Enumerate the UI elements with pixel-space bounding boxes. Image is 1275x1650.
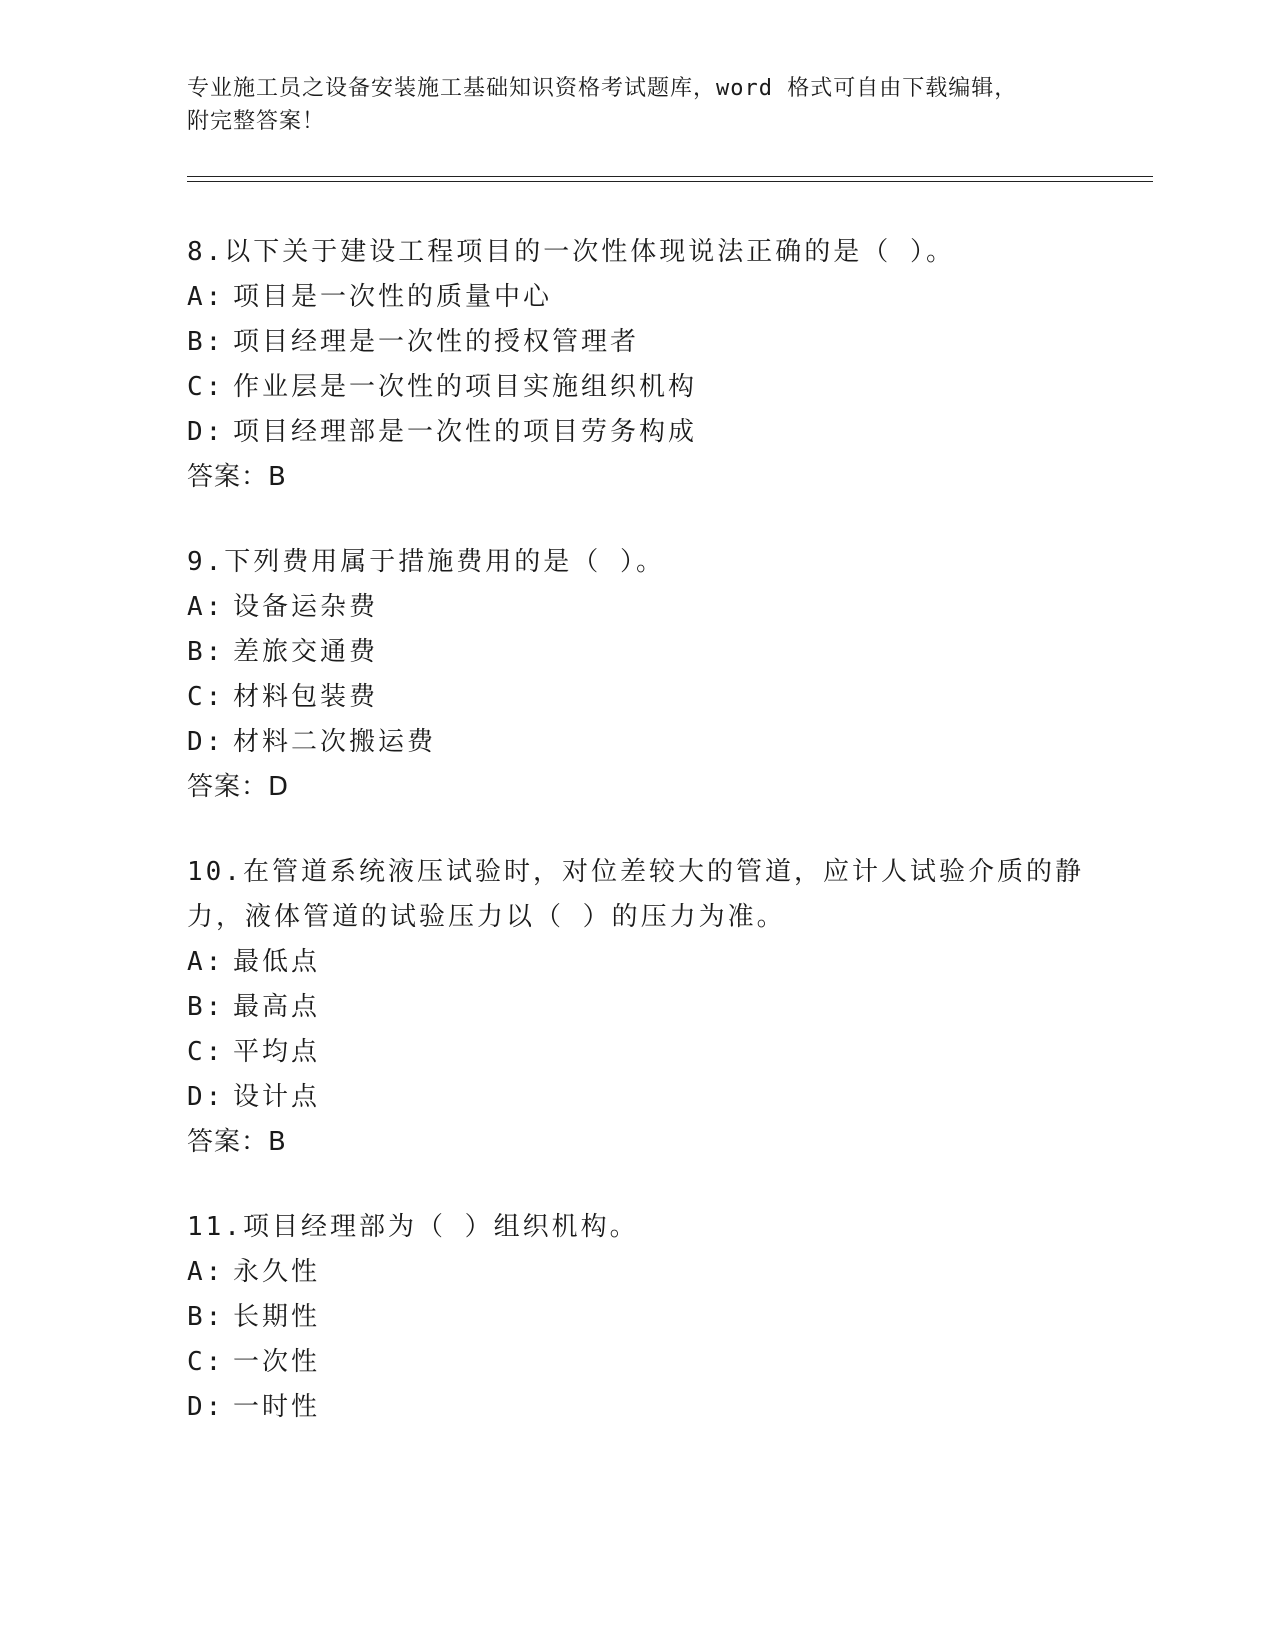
option-a — [187, 1250, 1087, 1295]
answer: 答案：D — [187, 772, 290, 802]
question-9 — [187, 540, 1087, 810]
option-key: B: — [187, 1302, 225, 1332]
option-key: B: — [187, 327, 225, 357]
option-text: 作业层是一次性的项目实施组织机构 — [233, 372, 698, 402]
option-key: B: — [187, 992, 225, 1022]
option-key: C: — [187, 372, 225, 402]
option-text: 平均点 — [233, 1037, 321, 1067]
question-stem: 8.以下关于建设工程项目的一次性体现说法正确的是（ ）。 — [187, 237, 955, 267]
option-key: A: — [187, 282, 225, 312]
option-d — [187, 1385, 1087, 1430]
option-d — [187, 720, 1087, 765]
option-c — [187, 675, 1087, 720]
option-text: 最低点 — [233, 947, 321, 977]
option-c — [187, 365, 1087, 410]
option-b — [187, 985, 1087, 1030]
header-line-1: 专业施工员之设备安装施工基础知识资格考试题库，word 格式可自由下载编辑， — [187, 76, 1018, 101]
option-key: C: — [187, 1347, 225, 1377]
option-key: A: — [187, 1257, 225, 1287]
option-text: 一时性 — [233, 1392, 321, 1422]
option-key: A: — [187, 947, 225, 977]
answer: 答案：B — [187, 462, 287, 492]
option-text: 项目经理部是一次性的项目劳务构成 — [233, 417, 698, 447]
option-text: 设计点 — [233, 1082, 321, 1112]
option-key: B: — [187, 637, 225, 667]
option-text: 项目经理是一次性的授权管理者 — [233, 327, 640, 357]
question-8 — [187, 230, 1087, 500]
option-d — [187, 1075, 1087, 1120]
header-divider-top — [187, 176, 1153, 177]
option-a — [187, 275, 1087, 320]
option-text: 材料包装费 — [233, 682, 379, 712]
question-list — [187, 230, 1087, 1470]
option-key: D: — [187, 727, 225, 757]
question-10 — [187, 850, 1087, 1165]
option-b — [187, 1295, 1087, 1340]
question-11 — [187, 1205, 1087, 1430]
option-text: 差旅交通费 — [233, 637, 379, 667]
option-b — [187, 320, 1087, 365]
option-text: 一次性 — [233, 1347, 321, 1377]
question-stem: 9.下列费用属于措施费用的是（ ）。 — [187, 547, 665, 577]
option-text: 最高点 — [233, 992, 321, 1022]
header-line-2: 附完整答案！ — [187, 109, 326, 134]
option-key: C: — [187, 682, 225, 712]
answer: 答案：B — [187, 1127, 287, 1157]
option-c — [187, 1340, 1087, 1385]
option-d — [187, 410, 1087, 455]
option-b — [187, 630, 1087, 675]
option-text: 长期性 — [233, 1302, 321, 1332]
option-key: C: — [187, 1037, 225, 1067]
document-header — [187, 72, 1087, 138]
question-stem: 11.项目经理部为（ ）组织机构。 — [187, 1212, 639, 1242]
option-text: 项目是一次性的质量中心 — [233, 282, 553, 312]
option-c — [187, 1030, 1087, 1075]
option-a — [187, 940, 1087, 985]
option-text: 材料二次搬运费 — [233, 727, 437, 757]
option-key: D: — [187, 417, 225, 447]
option-key: D: — [187, 1392, 225, 1422]
option-text: 永久性 — [233, 1257, 321, 1287]
option-key: A: — [187, 592, 225, 622]
option-a — [187, 585, 1087, 630]
header-divider-bottom — [187, 181, 1153, 182]
question-stem: 10.在管道系统液压试验时，对位差较大的管道，应计人试验介质的静力，液体管道的试验压力以（ ）的压力为准。 — [187, 857, 1084, 932]
option-key: D: — [187, 1082, 225, 1112]
option-text: 设备运杂费 — [233, 592, 379, 622]
